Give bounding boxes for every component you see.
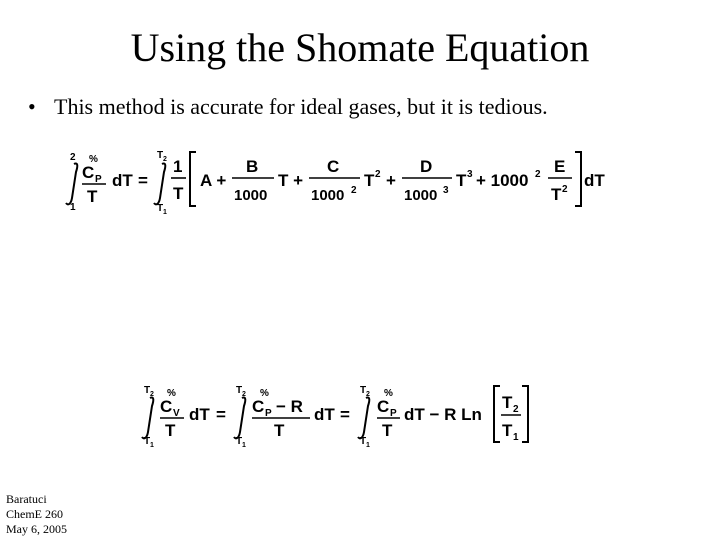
integral-sign-icon (66, 163, 77, 204)
cp-subscript: P (265, 408, 272, 419)
term-T-plus: T + (278, 171, 304, 190)
coef-E: E (554, 157, 566, 176)
denominator-1000: 1000 (234, 187, 268, 204)
cp-tilde-mark: % (89, 154, 98, 165)
integral-sign-icon (142, 397, 153, 438)
integral-sign-icon (154, 163, 165, 204)
cv-subscript: V (173, 408, 180, 419)
bullet-item (28, 94, 548, 120)
plus-sign: + (386, 171, 396, 190)
bullet-text: This method is accurate for ideal gases, but it is tedious. (54, 94, 548, 119)
left-bracket (494, 386, 500, 442)
one-numerator: 1 (173, 157, 183, 176)
upper-subscript: 2 (242, 391, 246, 398)
upper-limit: T (144, 385, 151, 396)
cp-symbol: C (252, 397, 265, 416)
cv-tilde-mark: % (167, 388, 176, 399)
lower-limit: T (360, 436, 367, 447)
dT-symbol: dT (314, 405, 335, 424)
term-T-squared: T (364, 171, 375, 190)
upper-subscript: 2 (150, 391, 154, 398)
lower-subscript: 1 (150, 442, 154, 448)
denominator-T: T (274, 421, 285, 440)
cp-subscript: P (390, 408, 397, 419)
footer-course: ChemE 260 (6, 507, 63, 521)
T1-symbol: T (502, 421, 513, 440)
right-bracket (575, 152, 581, 206)
cp-subscript: P (95, 174, 102, 185)
T1-subscript: 1 (513, 432, 519, 443)
rhs-lower-subscript: 1 (163, 209, 167, 216)
denominator-T: T (165, 421, 176, 440)
T-denominator: T (173, 184, 184, 203)
dT-symbol: dT (112, 171, 133, 190)
slide-footer (6, 492, 67, 537)
denominator-1000-sq: 1000 (311, 187, 345, 204)
coef-C: C (327, 157, 340, 176)
minus-R: − R (276, 397, 303, 416)
footer-date: May 6, 2005 (6, 522, 67, 536)
equation-shomate-integral (62, 148, 622, 223)
cp-tilde-mark: % (260, 388, 269, 399)
T2-symbol: T (502, 393, 513, 412)
integral-sign-icon (234, 397, 245, 438)
lower-subscript: 1 (242, 442, 246, 448)
term-A: A + (200, 171, 227, 190)
T2-subscript: 2 (513, 404, 519, 415)
coef-D: D (420, 157, 433, 176)
lhs-upper-limit: 2 (70, 152, 76, 163)
cp-symbol: C (377, 397, 390, 416)
cv-symbol: C (160, 397, 173, 416)
rhs-lower-limit: T (157, 203, 164, 214)
lhs-lower-limit: 1 (70, 202, 76, 213)
upper-limit: T (360, 385, 367, 396)
equals-sign: = (138, 171, 148, 190)
E-denominator-T: T (551, 185, 562, 204)
upper-limit: T (236, 385, 243, 396)
lower-subscript: 1 (366, 442, 370, 448)
exponent-2: 2 (375, 169, 381, 180)
rhs-upper-subscript: 2 (163, 156, 167, 163)
equation-entropy-integral (140, 382, 540, 453)
exponent-3: 3 (443, 185, 449, 196)
exponent-3: 3 (467, 169, 473, 180)
equals-sign: = (216, 405, 226, 424)
dT-minus-R-Ln: dT − R Ln (404, 405, 482, 424)
coef-B: B (246, 157, 259, 176)
footer-author: Baratuci (6, 492, 47, 506)
bullet-dot: • (28, 94, 36, 119)
upper-subscript: 2 (366, 391, 370, 398)
lower-limit: T (144, 436, 151, 447)
equals-sign: = (340, 405, 350, 424)
cp-symbol: C (82, 163, 95, 182)
exponent-2: 2 (351, 185, 357, 196)
exponent-2: 2 (535, 169, 541, 180)
exponent-2: 2 (562, 184, 568, 195)
cp-tilde-mark: % (384, 388, 393, 399)
rhs-upper-limit: T (157, 150, 164, 161)
lower-limit: T (236, 436, 243, 447)
slide-title: Using the Shomate Equation (130, 25, 590, 70)
integral-sign-icon (358, 397, 369, 438)
denominator-1000-cu: 1000 (404, 187, 438, 204)
term-plus-1000: + 1000 (476, 171, 529, 190)
right-bracket (522, 386, 528, 442)
term-T-cubed: T (456, 171, 467, 190)
dT-symbol: dT (584, 171, 605, 190)
denominator-T: T (382, 421, 393, 440)
left-bracket (190, 152, 196, 206)
dT-symbol: dT (189, 405, 210, 424)
lhs-denominator: T (87, 187, 98, 206)
